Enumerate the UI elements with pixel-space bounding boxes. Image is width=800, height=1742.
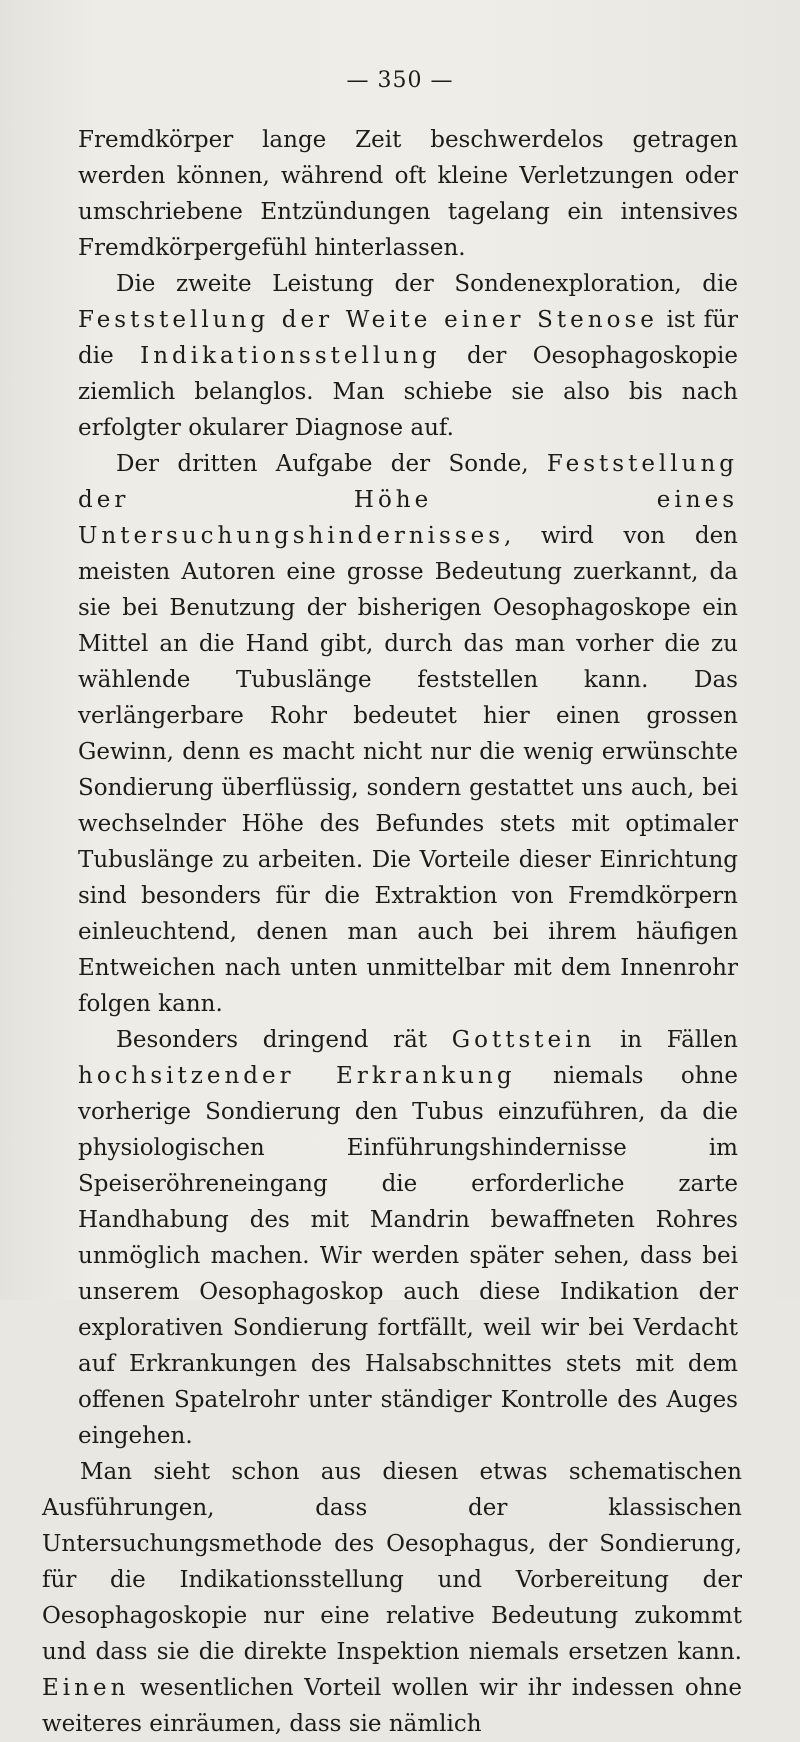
paragraph-2 (78, 266, 738, 446)
paragraph-4-text: niemals ohne vorherige Sondierung den Tubus einzuführen, da die physiologischen Einführungshindernisse im Speiseröhreneingang die erforderliche zarte Handhabung des mit Mandrin bewaffneten Rohres unmöglich machen. Wir werden später sehen, dass bei unserem Oesophagoskop auch diese Indikation der explorativen Sondierung fortfällt, weil wir bei Verdacht auf Erkrankungen des Halsabschnittes stets mit dem offenen Spatelrohr unter ständiger Kontrolle des Auges eingehen. (78, 1063, 739, 1449)
paragraph-3-text: Der dritten Aufgabe der Sonde, (116, 451, 547, 477)
body-text (42, 122, 742, 1742)
paragraph-2-text: ist für die (78, 307, 738, 369)
paragraph-3 (78, 446, 738, 1022)
page-number: — 350 — (346, 68, 454, 93)
emphasis-indication: Indikationsstellung (140, 343, 441, 369)
paragraph-2-text: der Oesophagoskopie ziemlich belanglos. Man schiebe sie also bis nach erfolgter okularer Diagnose auf. (78, 343, 738, 441)
emphasis-stenosis-width: Feststellung der Weite einer Stenose (78, 307, 658, 333)
emphasis-high-disease: hochsitzender Erkrankung (78, 1063, 516, 1089)
emphasis-author-gottstein: Gottstein (451, 1027, 596, 1053)
paragraph-4 (78, 1022, 738, 1454)
paragraph-1-text: Fremdkörper lange Zeit beschwerdelos getragen werden können, während oft kleine Verletzungen oder umschriebene Entzündungen tagelang ein intensives Fremdkörpergefühl hinterlassen. (78, 127, 738, 261)
emphasis-obstacle-height: Feststellung der Höhe eines Untersuchungshindernisses (78, 451, 738, 549)
paragraph-4-text: in Fällen (595, 1027, 738, 1053)
paragraph-5-text: wesentlichen Vorteil wollen wir ihr indessen ohne weiteres einräumen, dass sie nämlich (42, 1675, 742, 1737)
paragraph-1 (78, 122, 738, 266)
paragraph-4-text: Besonders dringend rät (116, 1027, 452, 1053)
paragraph-5-text: Man sieht schon aus diesen etwas schematischen Ausführungen, dass der klassischen Untersuchungsmethode des Oesophagus, der Sondierung, für die Indikationsstellung und Vorbereitung der Oesophagoskopie nur eine relative Bedeutung zukommt und dass sie die direkte Inspektion niemals ersetzen kann. (42, 1459, 742, 1665)
paragraph-3-text: , wird von den meisten Autoren eine grosse Bedeutung zuerkannt, da sie bei Benutzung der bisherigen Oesophagoskope ein Mittel an die Hand gibt, durch das man vorher die zu wählende Tubuslänge feststellen kann. Das verlängerbare Rohr bedeutet hier einen grossen Gewinn, denn es macht nicht nur die wenig erwünschte Sondierung überflüssig, sondern gestattet uns auch, bei wechselnder Höhe des Befundes stets mit optimaler Tubuslänge zu arbeiten. Die Vorteile dieser Einrichtung sind besonders für die Extraktion von Fremdkörpern einleuchtend, denen man auch bei ihrem häufigen Entweichen nach unten unmittelbar mit dem Innenrohr folgen kann. (78, 523, 738, 1017)
paragraph-5 (42, 1454, 742, 1742)
paragraph-2-text: Die zweite Leistung der Sondenexploration, die (116, 271, 738, 297)
emphasis-einen: Einen (42, 1675, 130, 1701)
